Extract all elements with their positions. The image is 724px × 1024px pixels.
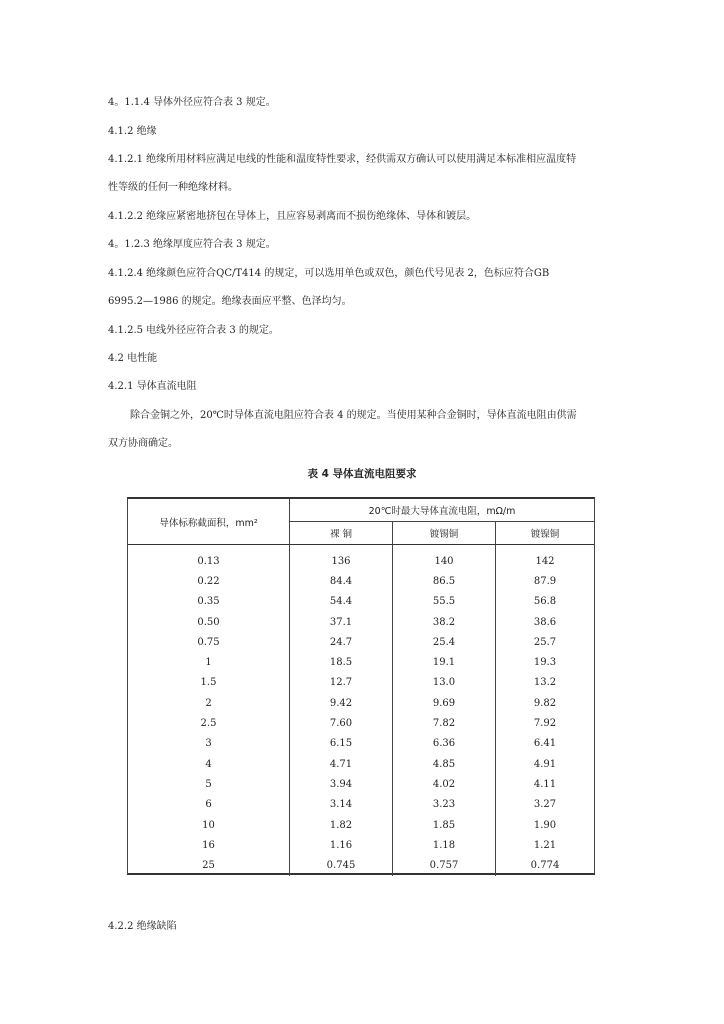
header-cross-section: 导体标称截面积，mm² bbox=[128, 499, 290, 545]
cell-cross-section: 0.13 bbox=[128, 545, 290, 572]
paragraph-insulation-extrusion: 4.1.2.2 绝缘应紧密地挤包在导体上，且应容易剥离而不损伤绝缘体、导体和镀层。 bbox=[108, 211, 477, 222]
table-row bbox=[128, 855, 594, 875]
cell-tinned-copper: 1.18 bbox=[393, 835, 496, 855]
table-row bbox=[128, 652, 594, 672]
cell-bare-copper: 24.7 bbox=[290, 632, 393, 652]
table-row bbox=[128, 754, 594, 774]
cell-tinned-copper: 38.2 bbox=[393, 612, 496, 632]
cell-tinned-copper: 0.757 bbox=[393, 855, 496, 875]
cell-nickel-copper: 6.41 bbox=[533, 738, 557, 750]
cell-cross-section: 3 bbox=[128, 734, 290, 754]
cell-bare-copper: 3.14 bbox=[290, 795, 393, 815]
table-row bbox=[128, 734, 594, 754]
cell-bare-copper: 84.4 bbox=[290, 571, 393, 591]
cell-nickel-copper: 1.90 bbox=[533, 819, 557, 831]
table-row bbox=[128, 673, 594, 693]
paragraph-dc-resistance-cont: 双方协商确定。 bbox=[108, 438, 178, 449]
cell-tinned-copper: 55.5 bbox=[393, 592, 496, 612]
cell-bare-copper: 54.4 bbox=[290, 592, 393, 612]
cell-nickel-copper: 25.7 bbox=[533, 636, 557, 648]
table-row bbox=[128, 835, 594, 855]
paragraph-insulation-material-cont: 性等级的任何一种绝缘材料。 bbox=[108, 182, 238, 193]
cell-cross-section: 1 bbox=[128, 652, 290, 672]
paragraph-insulation-thickness: 4。1.2.3 绝缘厚度应符合表 3 规定。 bbox=[108, 239, 276, 250]
cell-cross-section: 4 bbox=[128, 754, 290, 774]
paragraph-insulation-material: 4.1.2.1 绝缘所用材料应满足电线的性能和温度特性要求，经供需双方确认可以使用满足本标准相应温度特 bbox=[108, 154, 577, 165]
cell-cross-section: 25 bbox=[128, 855, 290, 875]
heading-dc-resistance: 4.2.1 导体直流电阻 bbox=[108, 381, 197, 392]
cell-nickel-copper: 7.92 bbox=[533, 718, 557, 730]
cell-tinned-copper: 9.69 bbox=[393, 693, 496, 713]
table-row bbox=[128, 545, 594, 572]
header-tinned-copper: 镀锡铜 bbox=[393, 522, 496, 545]
cell-tinned-copper: 6.36 bbox=[393, 734, 496, 754]
cell-bare-copper: 3.94 bbox=[290, 774, 393, 794]
cell-cross-section: 0.50 bbox=[128, 612, 290, 632]
table-row bbox=[128, 713, 594, 733]
cell-nickel-copper: 19.3 bbox=[533, 657, 557, 669]
cell-bare-copper: 12.7 bbox=[290, 673, 393, 693]
table-row bbox=[128, 815, 594, 835]
cell-nickel-copper: 0.774 bbox=[530, 860, 560, 872]
table-row bbox=[128, 612, 594, 632]
cell-cross-section: 0.35 bbox=[128, 592, 290, 612]
header-bare-copper: 裸 铜 bbox=[290, 522, 393, 545]
heading-electrical: 4.2 电性能 bbox=[108, 353, 158, 364]
cell-nickel-copper: 4.11 bbox=[533, 778, 557, 790]
cell-cross-section: 1.5 bbox=[128, 673, 290, 693]
cell-tinned-copper: 3.23 bbox=[393, 795, 496, 815]
cell-cross-section: 2.5 bbox=[128, 713, 290, 733]
cell-nickel-copper: 56.8 bbox=[533, 596, 557, 608]
cell-bare-copper: 1.16 bbox=[290, 835, 393, 855]
table-row bbox=[128, 571, 594, 591]
resistance-table bbox=[127, 497, 595, 875]
table-row bbox=[128, 774, 594, 794]
header-nickel-copper: 镀镍铜 bbox=[496, 522, 595, 545]
cell-tinned-copper: 4.02 bbox=[393, 774, 496, 794]
cell-bare-copper: 1.82 bbox=[290, 815, 393, 835]
heading-insulation-defects: 4.2.2 绝缘缺陷 bbox=[108, 921, 177, 932]
cell-tinned-copper: 140 bbox=[393, 545, 496, 572]
cell-nickel-copper: 3.27 bbox=[533, 799, 557, 811]
table-row bbox=[128, 693, 594, 713]
cell-tinned-copper: 7.82 bbox=[393, 713, 496, 733]
cell-nickel-copper: 87.9 bbox=[533, 575, 557, 587]
cell-nickel-copper: 38.6 bbox=[533, 616, 557, 628]
cell-nickel-copper: 142 bbox=[535, 555, 555, 567]
cell-bare-copper: 18.5 bbox=[290, 652, 393, 672]
cell-cross-section: 0.22 bbox=[128, 571, 290, 591]
cell-cross-section: 5 bbox=[128, 774, 290, 794]
cell-nickel-copper: 13.2 bbox=[533, 677, 557, 689]
cell-bare-copper: 136 bbox=[290, 545, 393, 572]
cell-cross-section: 16 bbox=[128, 835, 290, 855]
cell-tinned-copper: 19.1 bbox=[393, 652, 496, 672]
cell-cross-section: 6 bbox=[128, 795, 290, 815]
cell-tinned-copper: 13.0 bbox=[393, 673, 496, 693]
table-row bbox=[128, 795, 594, 815]
cell-nickel-copper: 4.91 bbox=[533, 758, 557, 770]
cell-bare-copper: 7.60 bbox=[290, 713, 393, 733]
header-max-resistance: 20℃时最大导体直流电阻，mΩ/m bbox=[290, 499, 595, 522]
heading-insulation: 4.1.2 绝缘 bbox=[108, 126, 157, 137]
cell-bare-copper: 0.745 bbox=[290, 855, 393, 875]
cell-cross-section: 10 bbox=[128, 815, 290, 835]
cell-cross-section: 2 bbox=[128, 693, 290, 713]
cell-cross-section: 0.75 bbox=[128, 632, 290, 652]
cell-bare-copper: 4.71 bbox=[290, 754, 393, 774]
cell-bare-copper: 37.1 bbox=[290, 612, 393, 632]
cell-tinned-copper: 25.4 bbox=[393, 632, 496, 652]
cell-bare-copper: 9.42 bbox=[290, 693, 393, 713]
table-row bbox=[128, 592, 594, 612]
paragraph-dc-resistance: 除合金铜之外，20℃时导体直流电阻应符合表 4 的规定。当使用某种合金铜时，导体直流电阻由供需 bbox=[130, 410, 577, 421]
cell-nickel-copper: 9.82 bbox=[533, 697, 557, 709]
table-row bbox=[128, 632, 594, 652]
paragraph-insulation-color: 4.1.2.4 绝缘颜色应符合QC/T414 的规定，可以选用单色或双色，颜色代号见表 2，色标应符合GB bbox=[108, 268, 550, 279]
paragraph-conductor-diameter: 4。1.1.4 导体外径应符合表 3 规定。 bbox=[108, 97, 276, 108]
table-caption: 表 4 导体直流电阻要求 bbox=[307, 468, 417, 480]
cell-bare-copper: 6.15 bbox=[290, 734, 393, 754]
paragraph-insulation-color-cont: 6995.2—1986 的规定。绝缘表面应平整、色泽均匀。 bbox=[108, 296, 352, 307]
cell-tinned-copper: 4.85 bbox=[393, 754, 496, 774]
cell-tinned-copper: 86.5 bbox=[393, 571, 496, 591]
paragraph-wire-diameter: 4.1.2.5 电线外径应符合表 3 的规定。 bbox=[108, 325, 279, 336]
cell-nickel-copper: 1.21 bbox=[533, 839, 557, 851]
cell-tinned-copper: 1.85 bbox=[393, 815, 496, 835]
